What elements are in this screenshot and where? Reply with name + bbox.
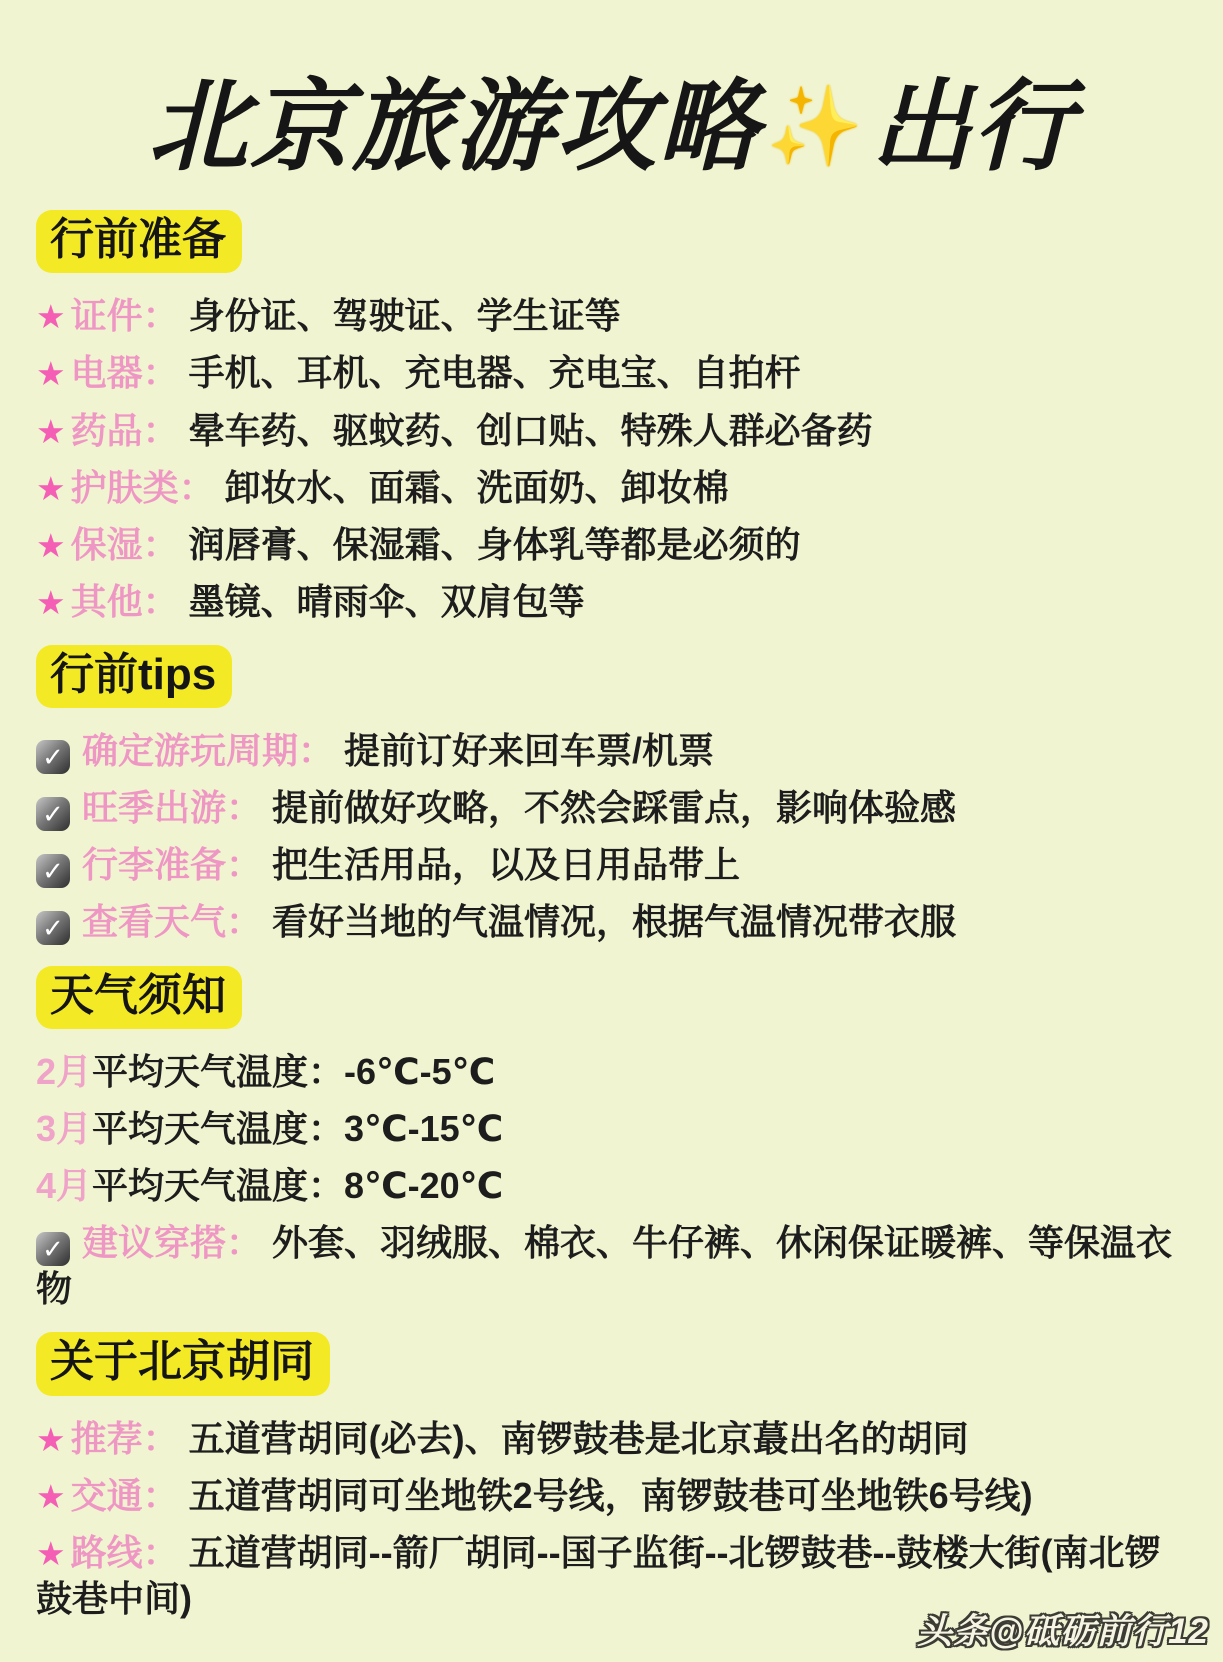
list-item [36, 1220, 1187, 1312]
list-item [36, 1416, 1187, 1462]
item-content: 五道营胡同可坐地铁2号线，南锣鼓巷可坐地铁6号线) [188, 1474, 1033, 1516]
check-mark: ✓ [42, 856, 64, 887]
checkbox-icon [36, 854, 70, 888]
item-label: 交通： [70, 1474, 179, 1516]
star-icon: ★ [36, 469, 66, 507]
item-content: 把生活用品，以及日用品带上 [272, 844, 741, 886]
item-label: 其他： [70, 580, 179, 622]
item-content: 提前做好攻略，不然会踩雷点，影响体验感 [272, 787, 957, 829]
month-label: 4月 [36, 1165, 93, 1207]
section-beijing-hutong [36, 1332, 1187, 1622]
weather-text: 平均天气温度：-6℃-5℃ [92, 1050, 496, 1092]
item-label: 确定游玩周期： [82, 730, 335, 772]
item-label: 电器： [70, 352, 179, 394]
item-content: 晕车药、驱蚊药、创口贴、特殊人群必备药 [188, 409, 873, 451]
item-label: 路线： [70, 1531, 179, 1573]
page-title [36, 46, 1187, 190]
checkbox-icon [36, 1232, 70, 1266]
check-mark: ✓ [42, 799, 64, 830]
item-content: 看好当地的气温情况，根据气温情况带衣服 [272, 901, 957, 943]
list-item [36, 899, 1187, 945]
section-weather-info [36, 966, 1187, 1313]
section-heading-pretrip-prep: 行前准备 [36, 210, 242, 273]
check-mark: ✓ [42, 913, 64, 944]
weather-row [36, 1106, 1187, 1152]
star-icon: ★ [36, 1477, 66, 1515]
checkbox-icon [36, 740, 70, 774]
watermark: 头条@砥砺前行12 [916, 1612, 1209, 1651]
section-heading-beijing-hutong: 关于北京胡同 [36, 1332, 330, 1395]
item-label: 药品： [70, 409, 179, 451]
item-content: 手机、耳机、充电器、充电宝、自拍杆 [188, 352, 801, 394]
title-part2: 出行 [871, 71, 1076, 183]
section-heading-pretrip-tips: 行前tips [36, 645, 232, 708]
section-pretrip-tips [36, 645, 1187, 946]
checkbox-icon [36, 911, 70, 945]
star-icon: ★ [36, 355, 66, 393]
list-item [36, 579, 1187, 625]
item-label: 推荐： [70, 1417, 179, 1459]
list-item [36, 728, 1187, 774]
item-label: 建议穿搭： [82, 1222, 263, 1264]
weather-text: 平均天气温度：8℃-20℃ [92, 1165, 504, 1207]
star-icon: ★ [36, 583, 66, 621]
title-part1: 北京旅游攻略 [147, 71, 760, 183]
star-icon: ★ [36, 412, 66, 450]
item-content: 墨镜、晴雨伞、双肩包等 [188, 580, 585, 622]
section-pretrip-prep [36, 210, 1187, 625]
item-content: 润唇膏、保湿霜、身体乳等都是必须的 [188, 523, 801, 565]
item-label: 行李准备： [82, 844, 263, 886]
star-icon: ★ [36, 298, 66, 336]
weather-row [36, 1049, 1187, 1095]
item-label: 护肤类： [70, 466, 215, 508]
item-content: 五道营胡同(必去)、南锣鼓巷是北京蕞出名的胡同 [188, 1417, 969, 1459]
list-item [36, 785, 1187, 831]
weather-row [36, 1163, 1187, 1209]
item-content: 五道营胡同--箭厂胡同--国子监街--北锣鼓巷--鼓楼大街(南北锣鼓巷中间) [36, 1531, 1161, 1619]
list-item [36, 1473, 1187, 1519]
list-item [36, 842, 1187, 888]
list-item [36, 293, 1187, 339]
star-icon: ★ [36, 1420, 66, 1458]
star-icon: ★ [36, 1534, 66, 1572]
weather-text: 平均天气温度：3℃-15℃ [92, 1108, 504, 1150]
item-label: 旺季出游： [82, 787, 263, 829]
month-label: 2月 [36, 1050, 93, 1092]
item-label: 保湿： [70, 523, 179, 565]
star-icon: ★ [36, 526, 66, 564]
check-mark: ✓ [42, 1234, 64, 1265]
sparkle-icon: ✨ [765, 82, 866, 170]
item-label: 查看天气： [82, 901, 263, 943]
month-label: 3月 [36, 1108, 93, 1150]
check-mark: ✓ [42, 742, 64, 773]
section-heading-weather-info: 天气须知 [36, 966, 242, 1029]
list-item [36, 465, 1187, 511]
item-content: 外套、羽绒服、棉衣、牛仔裤、休闲保证暖裤、等保温衣物 [36, 1222, 1173, 1310]
list-item [36, 350, 1187, 396]
item-label: 证件： [70, 295, 179, 337]
item-content: 提前订好来回车票/机票 [344, 730, 715, 772]
list-item [36, 408, 1187, 454]
checkbox-icon [36, 797, 70, 831]
item-content: 身份证、驾驶证、学生证等 [188, 295, 621, 337]
item-content: 卸妆水、面霜、洗面奶、卸妆棉 [224, 466, 729, 508]
list-item [36, 522, 1187, 568]
